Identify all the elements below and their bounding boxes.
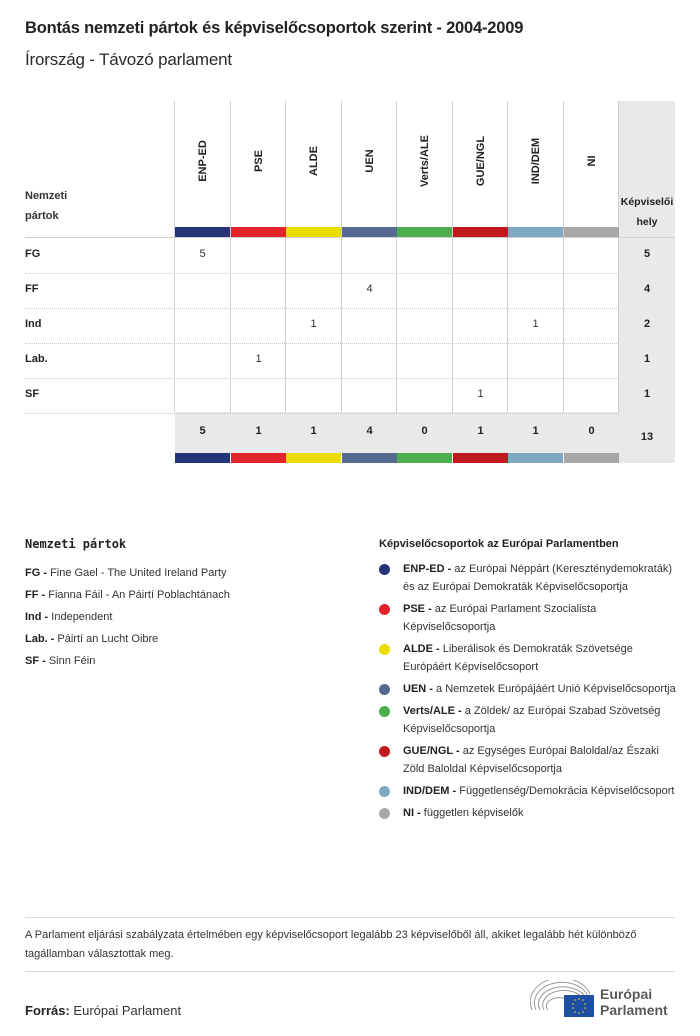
color-dot-icon	[379, 746, 390, 757]
column-header-label: GUE/NGL	[474, 135, 487, 187]
group-legend-item: GUE/NGL - az Egységes Európai Baloldal/az Északi Zöld Baloldal Képviselőcsoportja	[379, 742, 679, 778]
group-color-bar	[175, 453, 230, 463]
column-header-label: IND/DEM	[529, 137, 542, 185]
party-legend-item: SF - Sinn Féin	[25, 655, 96, 667]
row-label: SF	[25, 388, 40, 400]
total-header-label: Képviselői hely	[620, 196, 674, 228]
hemicycle-icon	[530, 980, 596, 1018]
group-abbr: PSE	[403, 603, 426, 615]
group-color-bar	[231, 453, 286, 463]
group-legend-item: NI - független képviselők	[379, 804, 679, 822]
column-header-label: Verts/ALE	[418, 135, 431, 187]
ep-logo	[530, 980, 680, 1020]
group-abbr: ALDE	[403, 643, 433, 655]
group-color-bar	[564, 227, 619, 237]
source-line	[25, 1003, 181, 1018]
group-legend-item: Verts/ALE - a Zöldek/ az Európai Szabad Szövetség Képviselőcsoportja	[379, 702, 679, 738]
group-legend-item: ALDE - Liberálisok és Demokraták Szövetsége Európáért Képviselőcsoport	[379, 640, 679, 676]
column-total: 0	[421, 425, 428, 437]
group-color-bar	[453, 227, 508, 237]
row-label: FG	[25, 248, 41, 260]
party-legend-item: FG - Fine Gael - The United Ireland Party	[25, 567, 227, 579]
chart-subtitle: Írország - Távozó parlament	[25, 50, 232, 69]
divider	[25, 971, 675, 972]
party-name: Páirtí an Lucht Oibre	[57, 633, 159, 645]
table-cell: 1	[477, 388, 484, 400]
table-cell: 5	[199, 248, 206, 260]
column-header-label: NI	[585, 155, 598, 167]
party-name: Fine Gael - The United Ireland Party	[50, 567, 227, 579]
party-name: Fianna Fáil - An Páirtí Poblachtánach	[48, 589, 230, 601]
footnote: A Parlament eljárási szabályzata értelmében egy képviselőcsoport legalább 23 képviselőből áll, akiket legalább hét különböző tagállamban választottak meg.	[25, 929, 637, 960]
table-cell: 1	[255, 353, 262, 365]
group-abbr: NI	[403, 807, 414, 819]
party-legend-item: Ind - Independent	[25, 611, 113, 623]
column-header	[564, 101, 619, 227]
column-header-label: ALDE	[307, 146, 320, 176]
group-name: független képviselők	[423, 807, 524, 819]
group-color-bar	[453, 453, 508, 463]
row-label: Ind	[25, 318, 42, 330]
parties-legend	[25, 562, 230, 672]
row-header-label: Nemzeti pártok	[25, 190, 68, 222]
column-header	[453, 101, 508, 227]
group-color-bar	[508, 227, 563, 237]
groups-legend-title: Képviselőcsoportok az Európai Parlamentben	[379, 538, 619, 550]
group-abbr: Verts/ALE	[403, 705, 455, 717]
color-dot-icon	[379, 706, 390, 717]
group-color-bar	[175, 227, 230, 237]
group-name: a Zöldek/ az Európai Szabad Szövetség Képviselőcsoportja	[403, 705, 661, 735]
group-color-bar	[508, 453, 563, 463]
party-legend-item: FF - Fianna Fáil - An Páirtí Poblachtánach	[25, 589, 230, 601]
party-abbr: Lab.	[25, 633, 48, 645]
groups-legend	[379, 560, 679, 826]
column-header-label: UEN	[363, 149, 376, 173]
table-cell: 1	[532, 318, 539, 330]
group-abbr: IND/DEM	[403, 785, 450, 797]
party-abbr: FF	[25, 589, 39, 601]
row-label: Lab.	[25, 353, 48, 365]
group-name: az Egységes Európai Baloldal/az Északi Zöld Baloldal Képviselőcsoportja	[403, 745, 659, 775]
party-name: Sinn Féin	[48, 655, 96, 667]
source-label: Forrás:	[25, 1003, 70, 1018]
group-color-bar	[231, 227, 286, 237]
row-rule	[25, 343, 619, 344]
column-header	[342, 101, 397, 227]
group-name: Liberálisok és Demokraták Szövetsége Európáért Képviselőcsoport	[403, 643, 633, 673]
group-name: az Európai Parlament Szocialista Képviselőcsoportja	[403, 603, 597, 633]
column-total: 5	[199, 425, 206, 437]
party-name: Independent	[51, 611, 113, 623]
group-legend-item: UEN - a Nemzetek Európájáért Unió Képviselőcsoportja	[379, 680, 679, 698]
row-total: 5	[643, 248, 651, 260]
party-abbr: FG	[25, 567, 41, 579]
source-value: Európai Parlament	[73, 1003, 182, 1018]
group-abbr: UEN	[403, 683, 427, 695]
column-header	[286, 101, 341, 227]
column-header	[397, 101, 452, 227]
column-total: 1	[477, 425, 484, 437]
total-column-bg	[619, 101, 675, 463]
row-total: 2	[643, 318, 651, 330]
column-total: 4	[366, 425, 373, 437]
divider	[25, 917, 675, 918]
column-total: 1	[255, 425, 262, 437]
column-header-label: ENP-ED	[196, 140, 209, 182]
row-total: 1	[643, 353, 651, 365]
party-abbr: Ind	[25, 611, 42, 623]
party-legend-item: Lab. - Páirtí an Lucht Oibre	[25, 633, 159, 645]
row-rule	[25, 413, 619, 414]
party-abbr: SF	[25, 655, 40, 667]
color-dot-icon	[379, 564, 390, 575]
column-total: 1	[310, 425, 317, 437]
color-dot-icon	[379, 644, 390, 655]
group-name: az Európai Néppárt (Kereszténydemokraták) és az Európai Demokraták Képviselőcsoportja	[403, 563, 673, 593]
parties-legend-title: Nemzeti pártok	[25, 537, 127, 551]
row-rule	[25, 308, 619, 309]
row-rule	[25, 378, 619, 379]
column-header	[231, 101, 286, 227]
group-legend-item: PSE - az Európai Parlament Szocialista Képviselőcsoportja	[379, 600, 679, 636]
group-color-bar	[342, 227, 397, 237]
column-header	[508, 101, 563, 227]
group-legend-item: ENP-ED - az Európai Néppárt (Kereszténydemokraták) és az Európai Demokraták Képviselőcsoportja	[379, 560, 679, 596]
group-abbr: GUE/NGL	[403, 745, 453, 757]
row-label: FF	[25, 283, 39, 295]
group-name: a Nemzetek Európájáért Unió Képviselőcsoportja	[436, 683, 676, 695]
color-dot-icon	[379, 684, 390, 695]
row-rule	[25, 273, 619, 274]
logo-text: Európai Parlament	[600, 986, 668, 1018]
column-total: 0	[588, 425, 595, 437]
row-total: 1	[643, 388, 651, 400]
group-color-bar	[286, 227, 341, 237]
group-abbr: ENP-ED	[403, 563, 445, 575]
chart-title: Bontás nemzeti pártok és képviselőcsoportok szerint - 2004-2009	[25, 19, 524, 37]
color-dot-icon	[379, 808, 390, 819]
group-color-bar	[342, 453, 397, 463]
grand-total: 13	[640, 431, 654, 443]
header-rule	[25, 237, 675, 238]
group-color-bar	[397, 453, 452, 463]
table-cell: 1	[310, 318, 317, 330]
group-name: Függetlenség/Demokrácia Képviselőcsoport	[459, 785, 675, 797]
group-legend-item: IND/DEM - Függetlenség/Demokrácia Képviselőcsoport	[379, 782, 679, 800]
group-color-bar	[564, 453, 619, 463]
group-color-bar	[286, 453, 341, 463]
column-total: 1	[532, 425, 539, 437]
row-total: 4	[643, 283, 651, 295]
group-color-bar	[397, 227, 452, 237]
color-dot-icon	[379, 786, 390, 797]
color-dot-icon	[379, 604, 390, 615]
table-cell: 4	[366, 283, 373, 295]
column-header	[175, 101, 230, 227]
column-header-label: PSE	[252, 149, 265, 173]
